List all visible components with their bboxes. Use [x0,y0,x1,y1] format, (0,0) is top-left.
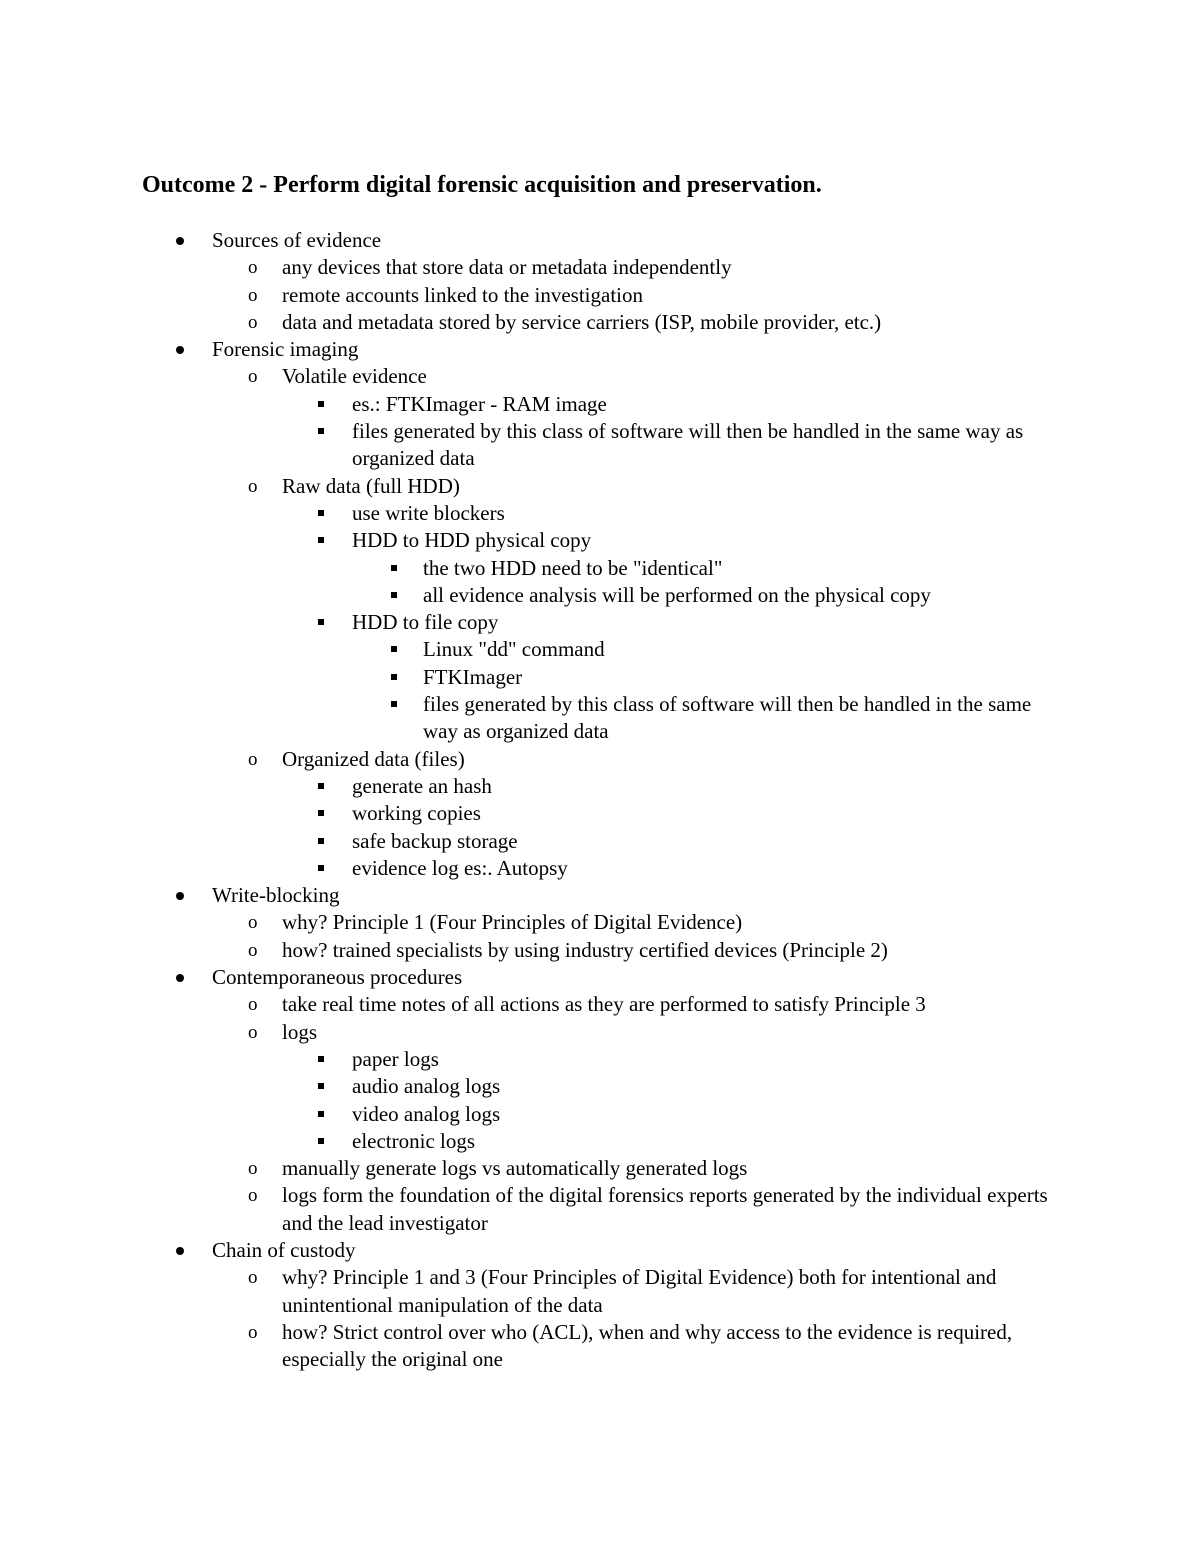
bullet-square-icon [318,1046,324,1073]
list-item-text: paper logs [352,1046,439,1071]
list-item-text: all evidence analysis will be performed on the physical copy [423,582,931,607]
sub-list [0,254,1200,336]
list-item-text: HDD to file copy [352,610,499,635]
list-item-text: safe backup storage [352,828,518,853]
list-item-level-4 [0,582,1200,609]
bullet-circle-icon: o [248,939,258,961]
sub-list [0,773,1200,882]
bullet-circle-icon: o [248,1185,258,1207]
bullet-disc-icon [176,882,184,909]
list-item-level-3 [0,1073,1200,1100]
list-item-level-3 [0,855,1200,882]
bullet-square-icon [318,773,324,800]
list-item-level-2 [0,473,1200,500]
list-item-level-3 [0,391,1200,418]
bullet-square-icon [391,691,397,718]
list-item-text: Raw data (full HDD) [282,473,460,498]
list-item-text: Organized data (files) [282,746,465,771]
bullet-outline [0,227,1200,1373]
bullet-disc-icon [176,336,184,363]
list-item-level-2 [0,1319,1200,1374]
list-item-text: why? Principle 1 and 3 (Four Principles of Digital Evidence) both for intentional and unintentional manipulation of the data [282,1265,997,1317]
bullet-square-icon [318,800,324,827]
bullet-square-icon [318,1073,324,1100]
list-item-level-2 [0,1019,1200,1046]
list-item-level-2 [0,746,1200,773]
sub-list [0,1046,1200,1155]
bullet-circle-icon: o [248,475,258,497]
list-item-level-2 [0,909,1200,936]
bullet-disc-icon [176,227,184,254]
list-item-text: Sources of evidence [212,228,382,252]
list-item-text: why? Principle 1 (Four Principles of Digital Evidence) [282,910,743,935]
list-item-level-2 [0,937,1200,964]
list-item-level-3 [0,500,1200,527]
list-item-level-1 [0,882,1200,909]
list-item-level-1 [0,336,1200,363]
list-item-level-2 [0,991,1200,1018]
sub-list [0,636,1200,745]
list-item-level-3 [0,1128,1200,1155]
list-item-level-2 [0,363,1200,390]
list-item-text: generate an hash [352,773,492,798]
bullet-square-icon [318,828,324,855]
sub-list [0,500,1200,746]
list-item-level-2 [0,1182,1200,1237]
bullet-square-icon [391,664,397,691]
bullet-disc-icon [176,964,184,991]
list-item-level-3 [0,828,1200,855]
bullet-square-icon [318,500,324,527]
list-item-level-1 [0,964,1200,991]
sub-list [0,555,1200,610]
list-item-text: HDD to HDD physical copy [352,528,592,553]
bullet-circle-icon: o [248,1158,258,1180]
list-item-text: logs form the foundation of the digital forensics reports generated by the individual experts and the lead investigator [282,1183,1048,1235]
list-item-level-2 [0,309,1200,336]
bullet-circle-icon: o [248,284,258,306]
list-item-text: logs [282,1019,318,1044]
page-title: Outcome 2 - Perform digital forensic acquisition and preservation. [142,172,822,198]
list-item-text: any devices that store data or metadata independently [282,255,732,280]
list-item-level-3 [0,800,1200,827]
list-item-text: Volatile evidence [282,364,427,389]
bullet-circle-icon: o [248,311,258,333]
list-item-level-2 [0,1264,1200,1319]
list-item-text: Write-blocking [212,883,340,908]
list-item-text: files generated by this class of software will then be handled in the same way as organized data [423,692,1032,744]
bullet-circle-icon: o [248,912,258,934]
sub-list [0,391,1200,473]
list-item-text: files generated by this class of software will then be handled in the same way as organized data [352,419,1024,471]
list-item-level-2 [0,1155,1200,1182]
bullet-square-icon [318,527,324,554]
list-item-text: how? trained specialists by using industry certified devices (Principle 2) [282,937,888,962]
list-item-level-4 [0,664,1200,691]
list-item-level-3 [0,1101,1200,1128]
list-item-text: es.: FTKImager - RAM image [352,391,607,416]
list-item-level-2 [0,282,1200,309]
list-item-text: Forensic imaging [212,337,359,362]
bullet-square-icon [318,855,324,882]
list-item-text: data and metadata stored by service carriers (ISP, mobile provider, etc.) [282,309,882,334]
list-item-text: working copies [352,801,481,826]
bullet-square-icon [318,609,324,636]
list-item-level-1 [0,1237,1200,1264]
list-item-level-3 [0,1046,1200,1073]
sub-list [0,991,1200,1237]
list-item-text: manually generate logs vs automatically generated logs [282,1156,748,1181]
list-item-text: Chain of custody [212,1237,356,1262]
bullet-square-icon [318,391,324,418]
list-item-level-4 [0,636,1200,663]
bullet-circle-icon: o [248,1321,258,1343]
list-item-text: use write blockers [352,500,505,525]
list-item-text: the two HDD need to be "identical" [423,555,723,580]
bullet-circle-icon: o [248,1267,258,1289]
bullet-disc-icon [176,1237,184,1264]
bullet-square-icon [318,1128,324,1155]
list-item-level-4 [0,555,1200,582]
list-item-level-3 [0,773,1200,800]
bullet-circle-icon: o [248,748,258,770]
list-item-text: FTKImager [423,664,523,689]
list-item-text: electronic logs [352,1128,476,1153]
list-item-level-3 [0,527,1200,554]
bullet-square-icon [318,1101,324,1128]
sub-list [0,1264,1200,1373]
bullet-circle-icon: o [248,366,258,388]
list-item-text: evidence log es:. Autopsy [352,855,568,880]
list-item-text: remote accounts linked to the investigation [282,282,643,307]
bullet-circle-icon: o [248,1021,258,1043]
bullet-square-icon [391,555,397,582]
sub-list [0,909,1200,964]
list-item-text: how? Strict control over who (ACL), when and why access to the evidence is required, especially the original one [282,1319,1013,1372]
bullet-square-icon [391,636,397,663]
sub-list [0,363,1200,882]
list-item-text: Linux "dd" command [423,637,605,662]
list-item-level-3 [0,418,1200,473]
bullet-square-icon [318,418,324,445]
list-item-level-4 [0,691,1200,746]
list-item-text: take real time notes of all actions as they are performed to satisfy Principle 3 [282,992,926,1017]
bullet-square-icon [391,582,397,609]
list-item-level-2 [0,254,1200,281]
list-item-level-3 [0,609,1200,636]
bullet-circle-icon: o [248,994,258,1016]
list-item-text: video analog logs [352,1101,501,1126]
bullet-circle-icon: o [248,257,258,279]
list-item-level-1 [0,227,1200,254]
list-item-text: audio analog logs [352,1074,501,1099]
list-item-text: Contemporaneous procedures [212,965,463,990]
